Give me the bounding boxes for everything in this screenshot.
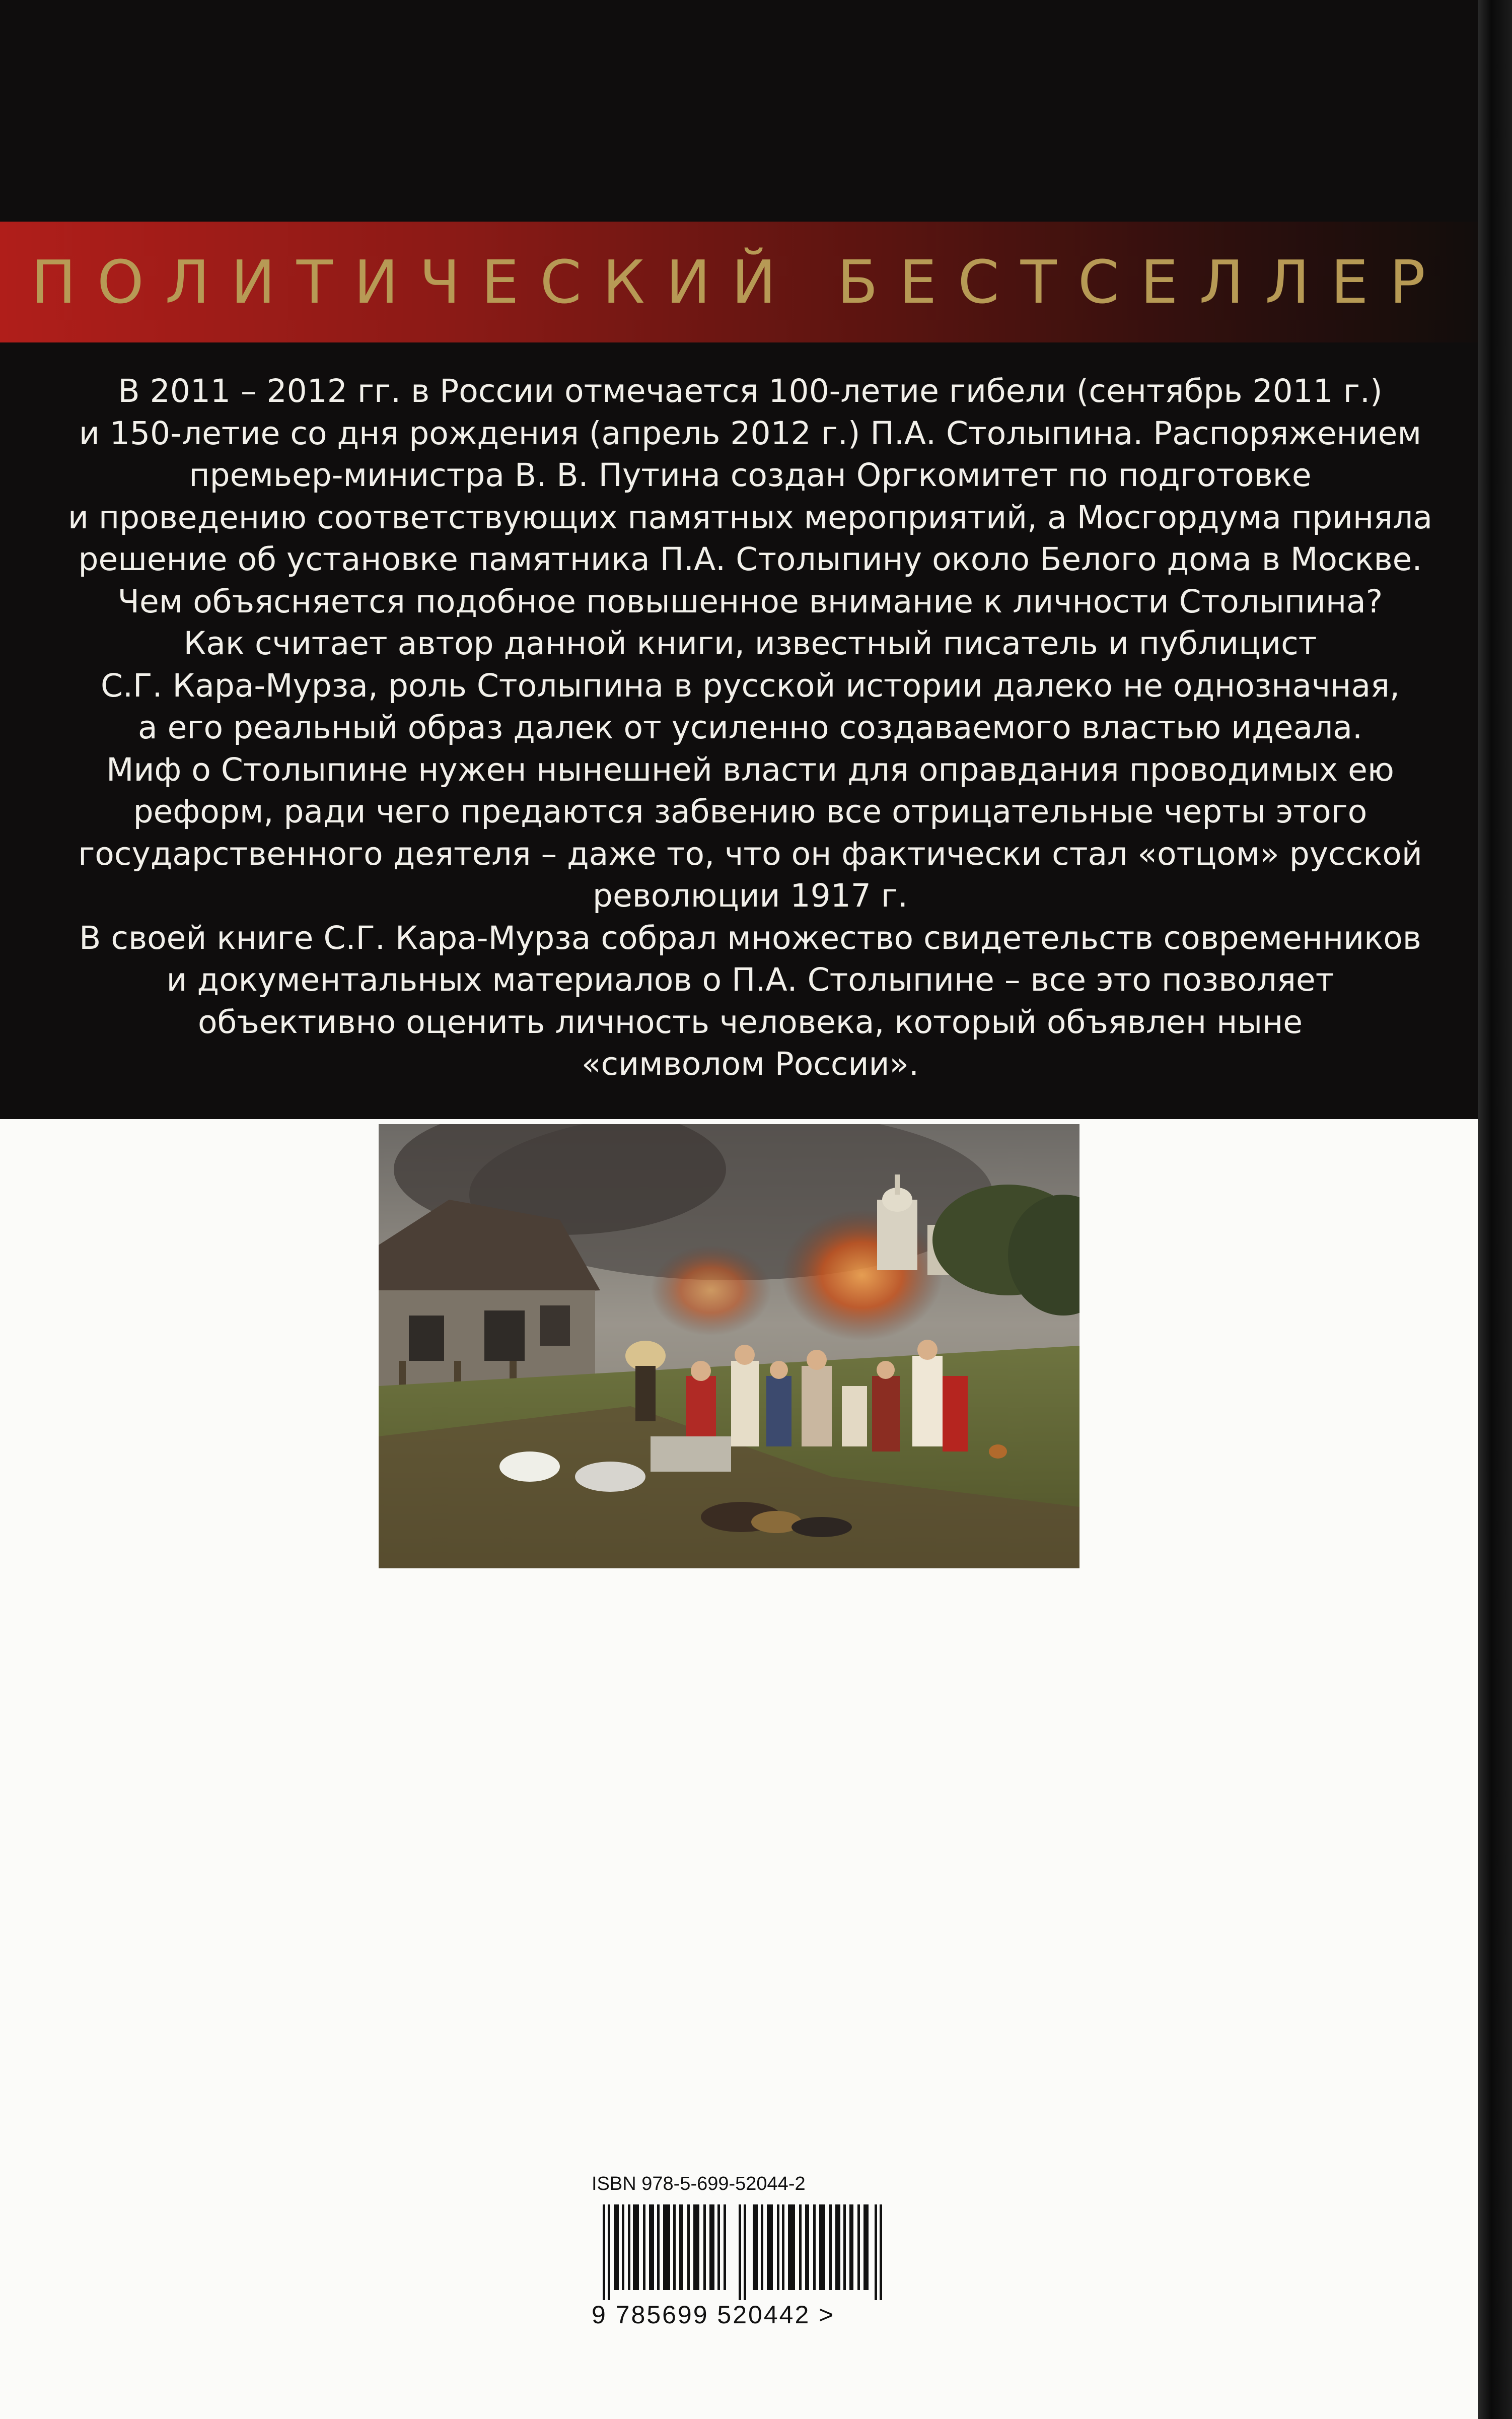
- blurb-line: и 150-летие со дня рождения (апрель 2012 г.) П.А. Столыпина. Распоряжением: [79, 414, 1422, 452]
- isbn-barcode-block: [592, 2173, 919, 2334]
- blurb-line: В 2011 – 2012 гг. в России отмечается 100-летие гибели (сентябрь 2011 г.): [118, 373, 1383, 409]
- series-banner-text: ПОЛИТИЧЕСКИЙ БЕСТСЕЛЛЕР: [31, 247, 1447, 317]
- blurb-line: решение об установке памятника П.А. Столыпину около Белого дома в Москве.: [78, 541, 1422, 578]
- village-fire-painting: [379, 1124, 1079, 1568]
- blurb-line: В своей книге С.Г. Кара-Мурза собрал множество свидетельств современников: [79, 919, 1421, 956]
- blurb-line: а его реальный образ далек от усиленно создаваемого властью идеала.: [138, 709, 1362, 746]
- barcode-digits: 9 785699 520442 >: [592, 2301, 835, 2329]
- blurb-text: [60, 370, 1440, 1085]
- blurb-line: революции 1917 г.: [592, 877, 908, 914]
- blurb-line: С.Г. Кара-Мурза, роль Столыпина в русской истории далеко не однозначная,: [101, 667, 1400, 704]
- spine-edge: [1478, 0, 1512, 2419]
- blurb-line: «символом России».: [582, 1046, 919, 1082]
- blurb-line: реформ, ради чего предаются забвению все отрицательные черты этого: [133, 793, 1367, 830]
- blurb-line: Чем объясняется подобное повышенное внимание к личности Столыпина?: [117, 583, 1383, 620]
- blurb-line: Миф о Столыпине нужен нынешней власти для оправдания проводимых ею: [106, 751, 1394, 788]
- blurb-line: и документальных материалов о П.А. Столыпине – все это позволяет: [166, 961, 1334, 998]
- blurb-line: и проведению соответствующих памятных мероприятий, а Мосгордума приняла: [67, 499, 1432, 536]
- blurb-line: государственного деятеля – даже то, что он фактически стал «отцом» русской: [78, 835, 1422, 872]
- blurb-line: объективно оценить личность человека, который объявлен ныне: [197, 1003, 1303, 1041]
- isbn-label: ISBN 978-5-699-52044-2: [592, 2173, 806, 2194]
- blurb-line: премьер-министра В. В. Путина создан Оргкомитет по подготовке: [189, 457, 1312, 494]
- barcode: [603, 2204, 885, 2300]
- blurb-line: Как считает автор данной книги, известный писатель и публицист: [183, 625, 1317, 662]
